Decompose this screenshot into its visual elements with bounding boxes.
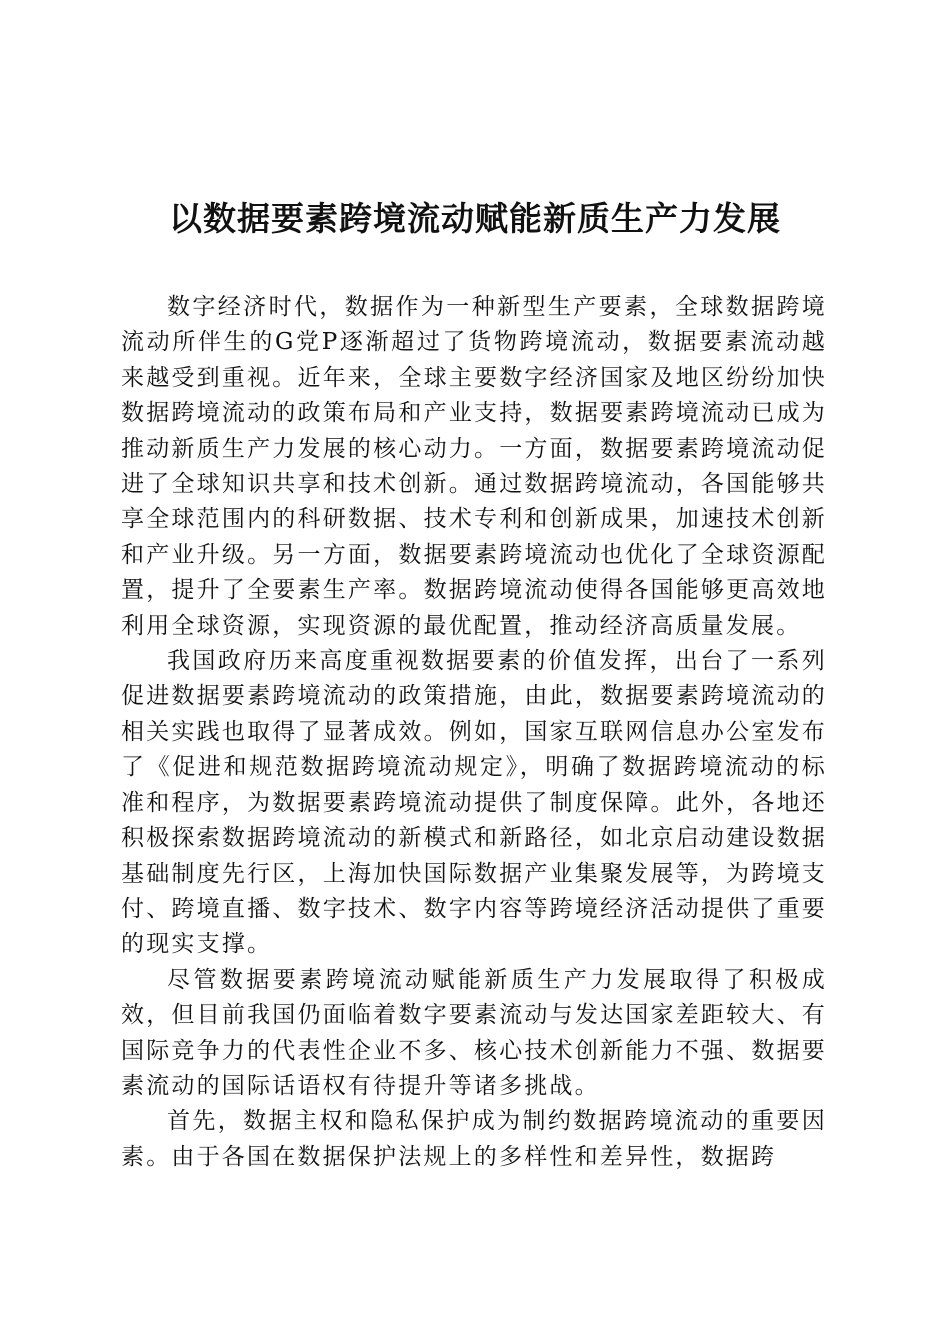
paragraph-4: 首先，数据主权和隐私保护成为制约数据跨境流动的重要因素。由于各国在数据保护法规上的多样性和差异性，数据跨 [121, 1108, 827, 1170]
paragraph-2: 我国政府历来高度重视数据要素的价值发挥，出台了一系列促进数据要素跨境流动的政策措施，由此，数据要素跨境流动的相关实践也取得了显著成效。例如，国家互联网信息办公室发布了《促进和规范数据跨境流动规定》，明确了数据跨境流动的标准和程序，为数据要素跨境流动提供了制度保障。此外，各地还积极探索数据跨境流动的新模式和新路径，如北京启动建设数据基础制度先行区，上海加快国际数据产业集聚发展等，为跨境支付、跨境直播、数字技术、数字内容等跨境经济活动提供了重要的现实支撑。 [121, 648, 827, 958]
paragraph-1: 数字经济时代，数据作为一种新型生产要素，全球数据跨境流动所伴生的G党P逐渐超过了货物跨境流动，数据要素流动越来越受到重视。近年来，全球主要数字经济国家及地区纷纷加快数据跨境流动的政策布局和产业支持，数据要素跨境流动已成为推动新质生产力发展的核心动力。一方面，数据要素跨境流动促进了全球知识共享和技术创新。通过数据跨境流动，各国能够共享全球范围内的科研数据、技术专利和创新成果，加速技术创新和产业升级。另一方面，数据要素跨境流动也优化了全球资源配置，提升了全要素生产率。数据跨境流动使得各国能够更高效地利用全球资源，实现资源的最优配置，推动经济高质量发展。 [121, 294, 827, 639]
document-body [121, 290, 827, 1175]
document-title: 以数据要素跨境流动赋能新质生产力发展 [169, 199, 781, 238]
paragraph-3: 尽管数据要素跨境流动赋能新质生产力发展取得了积极成效，但目前我国仍面临着数字要素流动与发达国家差距较大、有国际竞争力的代表性企业不多、核心技术创新能力不强、数据要素流动的国际话语权有待提升等诸多挑战。 [121, 966, 827, 1099]
